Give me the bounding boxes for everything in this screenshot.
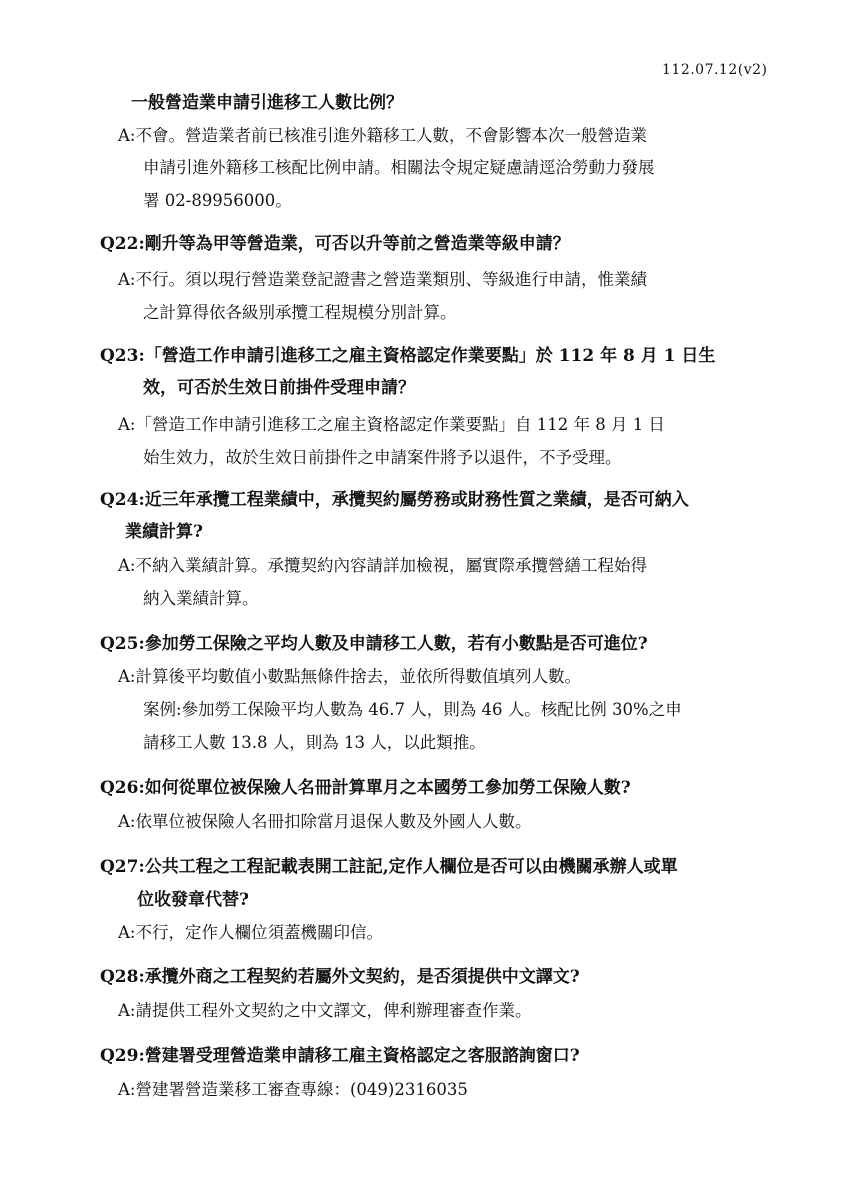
question-line: Q29:營建署受理營造業申請移工雇主資格認定之客服諮詢窗口? [100, 1046, 580, 1066]
answer-line: 請移工人數 13.8 人，則為 13 人，以此類推。 [143, 733, 486, 752]
answer-line: A:不行。須以現行營造業登記證書之營造業類別、等級進行申請，惟業績 [118, 270, 647, 289]
answer-line: A:營建署營造業移工審查專線：(049)2316035 [118, 1080, 468, 1099]
question-line: 位收發章代替? [137, 890, 249, 910]
answer-line: 署 02-89956000。 [143, 191, 292, 210]
question-line: 業績計算? [125, 522, 203, 542]
question-line: 效，可否於生效日前掛件受理申請？ [143, 378, 415, 398]
answer-line: 申請引進外籍移工核配比例申請。相關法令規定疑慮請逕洽勞動力發展 [143, 158, 655, 177]
question-line: Q28:承攬外商之工程契約若屬外文契約，是否須提供中文譯文? [100, 967, 580, 987]
question-line: Q26:如何從單位被保險人名冊計算單月之本國勞工參加勞工保險人數? [100, 778, 631, 798]
question-line: Q27:公共工程之工程記載表開工註記,定作人欄位是否可以由機關承辦人或單 [100, 857, 678, 877]
answer-line: A:依單位被保險人名冊扣除當月退保人數及外國人人數。 [118, 812, 532, 831]
answer-line: A:不行，定作人欄位須蓋機關印信。 [118, 923, 383, 942]
answer-line: 之計算得依各級別承攬工程規模分別計算。 [143, 303, 457, 322]
question-line: 一般營造業申請引進移工人數比例？ [131, 93, 403, 113]
version-label: 112.07.12(v2) [662, 62, 768, 78]
question-line: Q25:參加勞工保險之平均人數及申請移工人數，若有小數點是否可進位? [100, 634, 648, 654]
answer-line: A:「營造工作申請引進移工之雇主資格認定作業要點」自 112 年 8 月 1 日 [118, 415, 665, 434]
answer-line: 始生效力，故於生效日前掛件之申請案件將予以退件，不予受理。 [143, 448, 622, 467]
question-line: Q24:近三年承攬工程業績中，承攬契約屬勞務或財務性質之業績，是否可納入 [100, 490, 689, 510]
answer-line: A:計算後平均數值小數點無條件捨去，並依所得數值填列人數。 [118, 667, 581, 686]
answer-line: A:不會。營造業者前已核准引進外籍移工人數，不會影響本次一般營造業 [118, 126, 647, 145]
answer-line: 納入業績計算。 [143, 589, 259, 608]
answer-line: 案例:參加勞工保險平均人數為 46.7 人，則為 46 人。核配比例 30%之申 [143, 700, 682, 719]
answer-line: A:不納入業績計算。承攬契約內容請詳加檢視，屬實際承攬營繕工程始得 [118, 556, 647, 575]
question-line: Q22:剛升等為甲等營造業，可否以升等前之營造業等級申請？ [100, 234, 570, 254]
answer-line: A:請提供工程外文契約之中文譯文，俾利辦理審查作業。 [118, 1001, 532, 1020]
question-line: Q23:「營造工作申請引進移工之雇主資格認定作業要點」於 112 年 8 月 1 日生 [100, 346, 716, 366]
